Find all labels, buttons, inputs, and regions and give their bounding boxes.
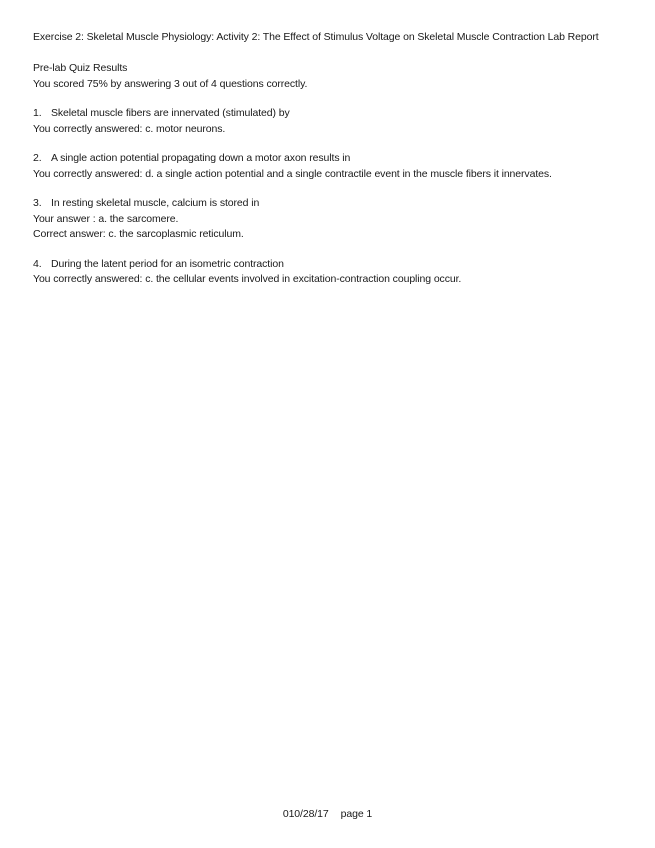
your-answer-line: Your answer : a. the sarcomere. [33,212,179,225]
question-text: A single action potential propagating down a motor axon results in [51,152,351,164]
question-item [33,106,623,137]
answer-line: You correctly answered: c. the cellular events involved in excitation-contraction coupling occur. [33,273,462,285]
answer-line: You correctly answered: d. a single action potential and a single contractile event in the muscle fibers it innervates. [33,167,552,180]
question-prompt [33,257,623,273]
page-number: page 1 [340,808,373,820]
question-number: 4. [33,257,42,270]
question-item [33,151,623,182]
correct-answer-line: Correct answer: c. the sarcoplasmic reticulum. [33,228,244,240]
question-item [33,257,623,288]
question-prompt [33,151,623,167]
score-summary: You scored 75% by answering 3 out of 4 questions correctly. [33,77,308,90]
results-heading: Pre-lab Quiz Results [33,62,128,74]
question-prompt [33,106,623,122]
answer-line: You correctly answered: c. motor neurons. [33,122,226,135]
page-footer [0,808,655,820]
report-page [33,30,623,302]
quiz-results [33,61,623,92]
page-title: Exercise 2: Skeletal Muscle Physiology: Activity 2: The Effect of Stimulus Voltage on Skeletal Muscle Contraction Lab Report [33,31,599,43]
question-item [33,196,623,243]
question-text: In resting skeletal muscle, calcium is stored in [51,197,260,209]
question-number: 2. [33,152,42,164]
footer-date: 010/28/17 [282,808,329,820]
question-prompt [33,196,623,212]
question-text: During the latent period for an isometric contraction [51,257,284,270]
question-text: Skeletal muscle fibers are innervated (stimulated) by [51,107,290,119]
question-number: 3. [33,197,42,209]
question-number: 1. [33,107,42,119]
